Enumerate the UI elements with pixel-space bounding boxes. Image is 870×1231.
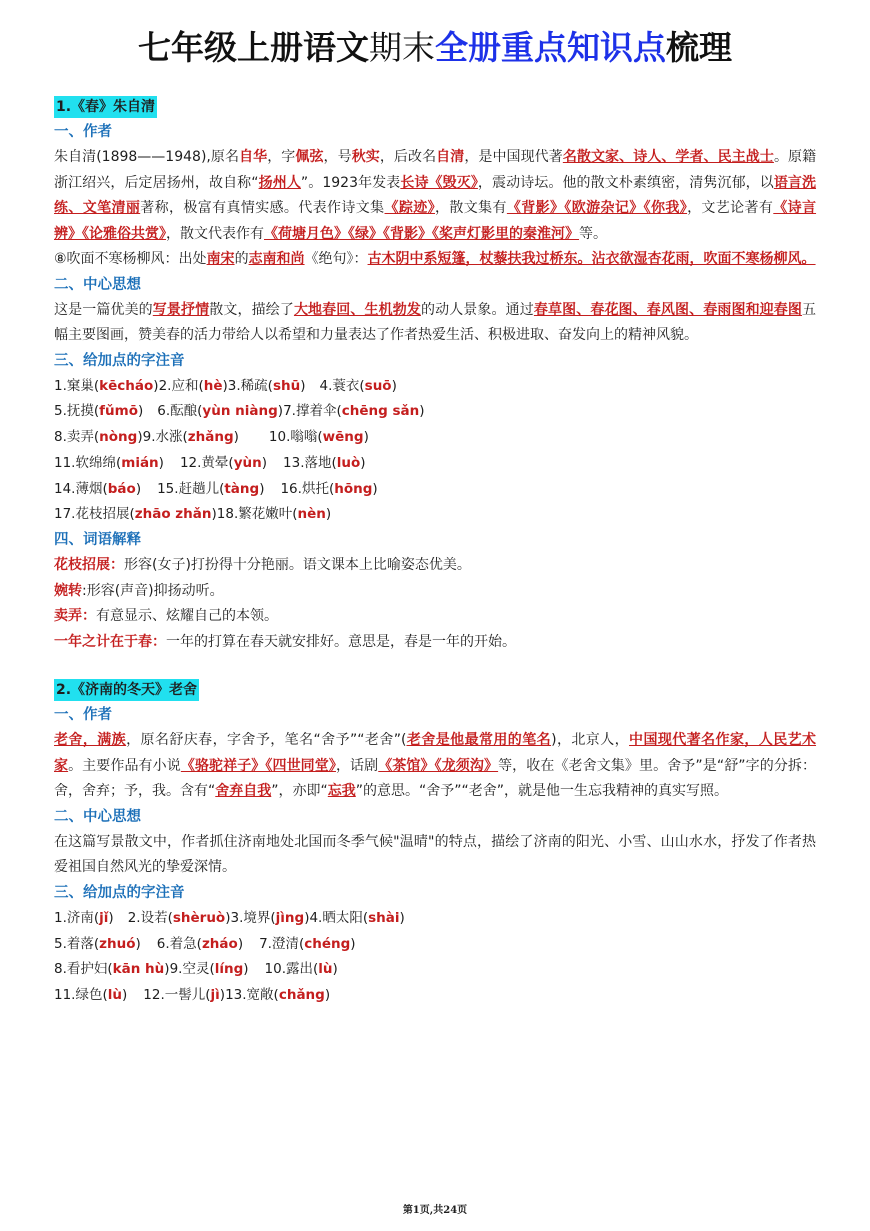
text-run: 。原籍浙江绍兴，后定居扬州，故自称“ [54,149,817,191]
highlighted-text: 扬州人 [258,174,301,191]
lesson-2-theme-heading: 二、中心思想 [54,808,141,825]
pinyin-row [54,932,816,958]
pinyin-item: 8.看护妇(kān hù) [54,961,170,978]
word-definition: 一年之计在于春：一年的打算在春天就安排好。意思是，春是一年的开始。 [54,633,516,650]
lesson-1-heading: 1.《春》朱自清 [54,96,157,118]
text-run: 等，收在《老舍文集》里。舍予”是“舒”字的分拆：舍，舍弃；予，我。含有“ [54,757,817,800]
pinyin-item: 4.蓑衣(suō) [319,377,397,394]
lesson-2-author-paragraph [54,728,816,805]
lesson-1-author-paragraph [54,145,816,247]
text-run: ，文艺论著有 [687,200,774,216]
text-run: ，是中国现代著 [464,149,563,165]
pinyin-item: 7.澄清(chéng) [259,935,356,952]
page-footer: 第1页,共24页 [402,1205,468,1216]
highlighted-text: 春草图、春花图、春风图、春雨图和迎春图 [533,301,803,318]
text-run: ”。1923年发表 [300,174,401,191]
pinyin-row [54,399,816,425]
lesson-2-theme-paragraph: 在这篇写景散文中，作者抓住济南地处北国而冬季气候"温晴"的特点，描绘了济南的阳光、小雪、山山水水，抒发了作者热爱祖国自然风光的挚爱深情。 [54,833,816,876]
pinyin-row [54,502,816,528]
lesson-2-author-heading: 一、作者 [54,707,112,724]
highlighted-text: 语言洗练、文笔清丽 [54,174,817,216]
highlighted-text: 老舍是他最常用的笔名 [406,732,552,749]
pinyin-item: 17.花枝招展(zhāo zhǎn) [54,506,217,523]
pinyin-item: 10.露出(lù) [264,961,338,978]
highlighted-text: 《荷塘月色》《绿》《背影》《桨声灯影里的秦淮河》 [264,225,579,242]
text-run: 《绝句》： [304,251,368,267]
text-run: 的 [234,251,249,267]
pinyin-item: 12.黄晕(yùn) [179,454,268,471]
page-title [0,26,870,70]
highlighted-text: 老舍，满族 [54,732,127,749]
text-run: ，号 [323,149,352,165]
word-definition: 卖弄：有意显示、炫耀自己的本领。 [54,608,278,625]
highlighted-text: 志南和尚 [248,251,305,267]
pinyin-item: 13.落地(luò) [283,454,366,471]
pinyin-item: 8.卖弄(nòng) [54,429,143,446]
text-run: 五幅主要图画，赞美春的活力带给人以希望和力量表达了作者热爱生活、积极进取、奋发向上的精神风貌。 [54,301,817,343]
pinyin-item: 3.境界(jìng) [230,909,310,926]
text-run: )，北京人， [551,732,630,749]
highlighted-text: 大地春回、生机勃发 [293,301,421,318]
text-run: ”的意思。“舍予”“老舍”，就是他一生忘我精神的真实写照。 [355,783,729,800]
pinyin-item: 9.水涨(zhǎng) [142,429,239,446]
text-run: ，散文集有 [435,200,507,216]
highlighted-text: 自清 [436,149,465,165]
highlighted-text: 佩弦 [295,149,324,165]
pinyin-item: 1.窠巢(kēcháo) [54,377,159,394]
text-run: ，字 [267,149,296,165]
lesson-2-heading: 2.《济南的冬天》老舍 [54,679,199,701]
lesson-1-poem-paragraph [54,247,816,273]
highlighted-text: 中国现代著名作家，人民艺术家 [54,732,817,774]
highlighted-text: 《踪迹》 [384,200,436,216]
text-run: 的动人景象。通过 [420,301,534,318]
pinyin-item: 16.烘托(hōng) [280,480,378,497]
title-part-2: 期末 [369,28,435,67]
lesson-1-pinyin-heading: 三、给加点的字注音 [54,352,185,369]
title-part-3: 全册重点知识点 [435,28,666,67]
pinyin-item: 5.着落(zhuó) [54,935,141,952]
text-run: 朱自清(1898——1948),原名 [54,149,240,165]
highlighted-text: 《诗言辨》《论雅俗共赏》 [54,200,817,242]
highlighted-text: 名散文家、诗人、学者、民主战士 [562,149,774,165]
text-run: ⑧吹面不寒杨柳风：出处 [54,251,207,267]
pinyin-item: 15.赶趟儿(tàng) [157,480,265,497]
lesson-1-pinyin-list [54,374,816,529]
pinyin-row [54,477,816,503]
lesson-2-pinyin-list [54,906,816,1009]
pinyin-item: 3.稀疏(shū) [227,377,306,394]
pinyin-item: 10.嗡嗡(wēng) [268,429,369,446]
title-part-1: 七年级上册语文 [138,28,369,67]
pinyin-row [54,374,816,400]
highlighted-text: 南宋 [206,251,235,267]
pinyin-item: 18.繁花嫩叶(nèn) [216,506,332,523]
document-body [54,96,816,1009]
pinyin-item: 6.着急(zháo) [156,935,244,952]
pinyin-item: 13.宽敞(chǎng) [225,987,331,1004]
pinyin-row [54,451,816,477]
text-run: ，话剧 [335,757,379,774]
highlighted-text: 自华 [239,149,268,165]
pinyin-item: 11.软绵绵(mián) [54,454,164,471]
pinyin-item: 5.抚摸(fǔmō) [54,403,144,420]
pinyin-item: 9.空灵(líng) [169,961,249,978]
highlighted-text: 《茶馆》《龙须沟》 [378,757,499,774]
text-run: 这是一篇优美的 [54,301,153,318]
text-run: ，原名舒庆春，字舍予，笔名“舍予”“老舍”( [126,732,407,749]
lesson-1-theme-paragraph [54,298,816,349]
text-run: ”，亦即“ [271,783,328,800]
lesson-2-pinyin-heading: 三、给加点的字注音 [54,884,185,901]
pinyin-item: 11.绿色(lù) [54,987,128,1004]
pinyin-item: 12.一髻儿(jì) [143,987,226,1004]
word-definition: 花枝招展：形容(女子)打扮得十分艳丽。语文课本上比喻姿态优美。 [54,557,471,574]
highlighted-text: 忘我 [327,783,356,800]
pinyin-item: 2.设若(shèruò) [127,909,231,926]
lesson-1-words-list [54,553,816,655]
pinyin-item: 4.晒太阳(shài) [309,909,405,926]
pinyin-row [54,425,816,451]
pinyin-row [54,906,816,932]
pinyin-item: 7.撑着伞(chēng sǎn) [283,403,425,420]
highlighted-text: 长诗《毁灭》 [400,174,478,191]
word-definition: 婉转:形容(声音)抑扬动听。 [54,582,224,599]
highlighted-text: 古木阴中系短篷，杖藜扶我过桥东。沾衣欲湿杏花雨，吹面不寒杨柳风。 [367,251,816,267]
highlighted-text: 《骆驼祥子》《四世同堂》 [180,757,336,774]
pinyin-item: 14.薄烟(báo) [54,480,142,497]
text-run: ，散文代表作有 [166,225,264,242]
pinyin-item: 2.应和(hè) [158,377,228,394]
pinyin-row [54,957,816,983]
text-run: ，后改名 [379,149,437,165]
text-run: 。主要作品有小说 [68,757,181,774]
text-run: 散文，描绘了 [209,301,294,318]
pinyin-item: 1.济南(jǐ) [54,909,114,926]
highlighted-text: 舍弃自我 [215,783,272,800]
highlighted-text: 《背影》《欧游杂记》《你我》 [506,200,688,216]
lesson-1-theme-heading: 二、中心思想 [54,276,141,293]
pinyin-row [54,983,816,1009]
pinyin-item: 6.酝酿(yùn niàng) [157,403,284,420]
text-run: ，震动诗坛。他的散文朴素缜密，清隽沉郁，以 [477,174,774,191]
title-part-4: 梳理 [666,28,732,67]
lesson-1-words-heading: 四、词语解释 [54,532,141,549]
highlighted-text: 秋实 [351,149,380,165]
text-run: 著称，极富有真情实感。代表作诗文集 [140,200,385,216]
highlighted-text: 写景抒情 [152,301,210,318]
text-run: 等。 [579,225,607,242]
lesson-1-author-heading: 一、作者 [54,124,112,140]
